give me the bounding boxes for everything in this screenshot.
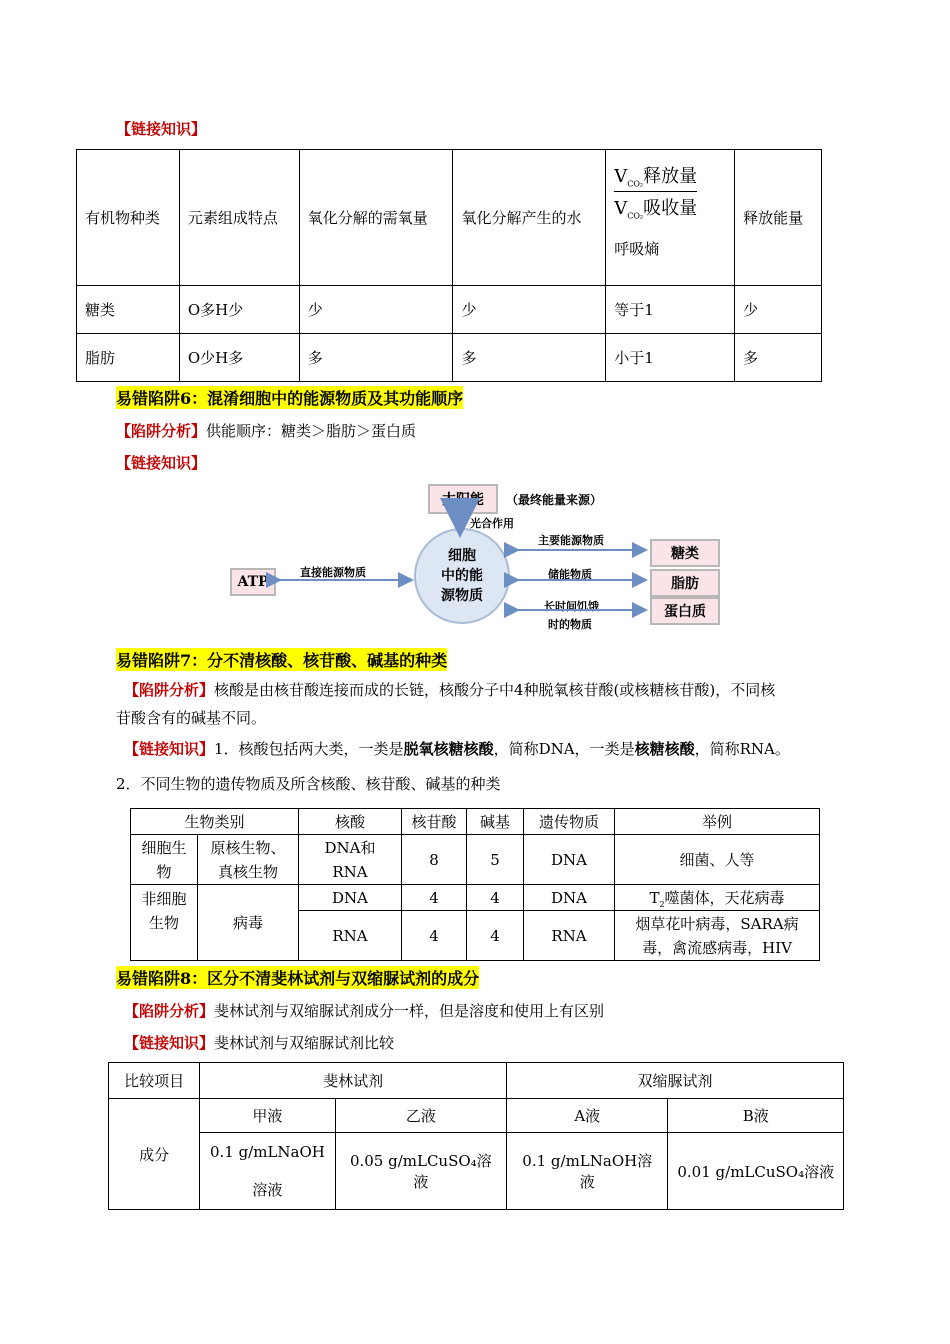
header-element: 元素组成特点 — [179, 150, 299, 286]
rq-fraction: $V_{CO_2}$释放量 $V_{CO_2}$吸收量 — [614, 162, 697, 220]
sun-box: 太阳能 — [428, 484, 498, 514]
trap7-title: 易错陷阱7：分不清核酸、核苷酸、碱基的种类 — [116, 648, 447, 671]
header-water: 氧化分解产生的水 — [453, 150, 606, 286]
main-label: 主要能源物质 — [538, 534, 604, 547]
header-type: 有机物种类 — [77, 150, 180, 286]
fat-box: 脂肪 — [650, 569, 720, 597]
sugar-box: 糖类 — [650, 539, 720, 567]
trap7-analysis: 【陷阱分析】核酸是由核苷酸连接而成的长链，核酸分子中4种脱氧核苷酸(或核糖核苷酸)，不同核 — [124, 681, 776, 699]
trap8-title: 易错陷阱8：区分不清斐林试剂与双缩脲试剂的成分 — [116, 966, 479, 989]
atp-box: ATP — [230, 568, 276, 596]
energy-diagram — [226, 482, 726, 630]
table-row: 0.1 g/mLNaOH 溶液 0.05 g/mLCuSO₄溶液 0.1 g/mLNaOH溶液 0.01 g/mLCuSO₄溶液 — [109, 1133, 844, 1210]
table-row: 糖类 O多H少 少 少 等于1 少 — [77, 286, 822, 334]
table-row: 细胞生物 原核生物、真核生物 DNA和RNA 8 5 DNA 细菌、人等 — [131, 835, 820, 885]
store-label: 储能物质 — [548, 568, 592, 581]
direct-label: 直接能源物质 — [300, 566, 366, 579]
center-circle: 细胞 中的能 源物质 — [414, 528, 510, 624]
table-row: 脂肪 O少H多 多 多 小于1 多 — [77, 334, 822, 382]
diagram-arrows — [226, 482, 726, 630]
trap6-title: 易错陷阱6：混淆细胞中的能源物质及其功能顺序 — [116, 386, 463, 409]
organic-table — [76, 149, 822, 382]
phage-example: $T_2$噬菌体，天花病毒 — [615, 885, 820, 911]
long-label-2: 时的物质 — [548, 618, 592, 631]
trap6-analysis: 【陷阱分析】供能顺序：糖类＞脂肪＞蛋白质 — [116, 422, 417, 440]
rq-label: 呼吸熵 — [614, 240, 660, 259]
table-row: 非细胞生物 病毒 DNA 4 4 DNA $T_2$噬菌体，天花病毒 — [131, 885, 820, 911]
reagent-table: 比较项目 斐林试剂 双缩脲试剂 成分 甲液 乙液 A液 B液 0.1 g/mLNaOH 溶液 0.05 g/mLCuSO₄溶液 0.1 g/mLNaOH溶液 0.01 g/mLCuSO₄溶液 — [108, 1062, 844, 1210]
trap7-analysis-2: 苷酸含有的碱基不同。 — [116, 709, 267, 727]
trap7-item2: 2．不同生物的遗传物质及所含核酸、核苷酸、碱基的种类 — [116, 775, 501, 793]
table-row: RNA 4 4 RNA 烟草花叶病毒，SARA病毒，禽流感病毒，HIV — [131, 911, 820, 961]
photo-label: 光合作用 — [470, 517, 514, 530]
protein-box: 蛋白质 — [650, 597, 720, 625]
trap8-analysis: 【陷阱分析】斐林试剂与双缩脲试剂成分一样，但是溶度和使用上有区别 — [124, 1002, 605, 1020]
trap7-link: 【链接知识】1．核酸包括两大类，一类是脱氧核糖核酸，简称DNA，一类是核糖核酸，简称RNA。 — [124, 740, 790, 758]
trap8-link: 【链接知识】斐林试剂与双缩脲试剂比较 — [124, 1034, 395, 1052]
trap6-link-label: 【链接知识】 — [116, 454, 207, 472]
sun-note: （最终能量来源） — [506, 493, 603, 507]
header-rq — [606, 150, 735, 286]
header-oxygen: 氧化分解的需氧量 — [299, 150, 453, 286]
link-label-t1: 【链接知识】 — [116, 120, 207, 138]
nucleic-table: 生物类别 核酸 核苷酸 碱基 遗传物质 举例 细胞生物 原核生物、真核生物 DNA和RNA 8 5 DNA 细菌、人等 非细胞生物 病毒 DNA 4 4 DNA $T_2$噬菌体，天花病毒 RNA 4 4 RNA 烟草花叶病毒，SARA病毒，禽流感病毒，HIV — [130, 808, 820, 961]
long-label-1: 长时间饥饿 — [544, 600, 599, 613]
header-energy: 释放能量 — [735, 150, 822, 286]
